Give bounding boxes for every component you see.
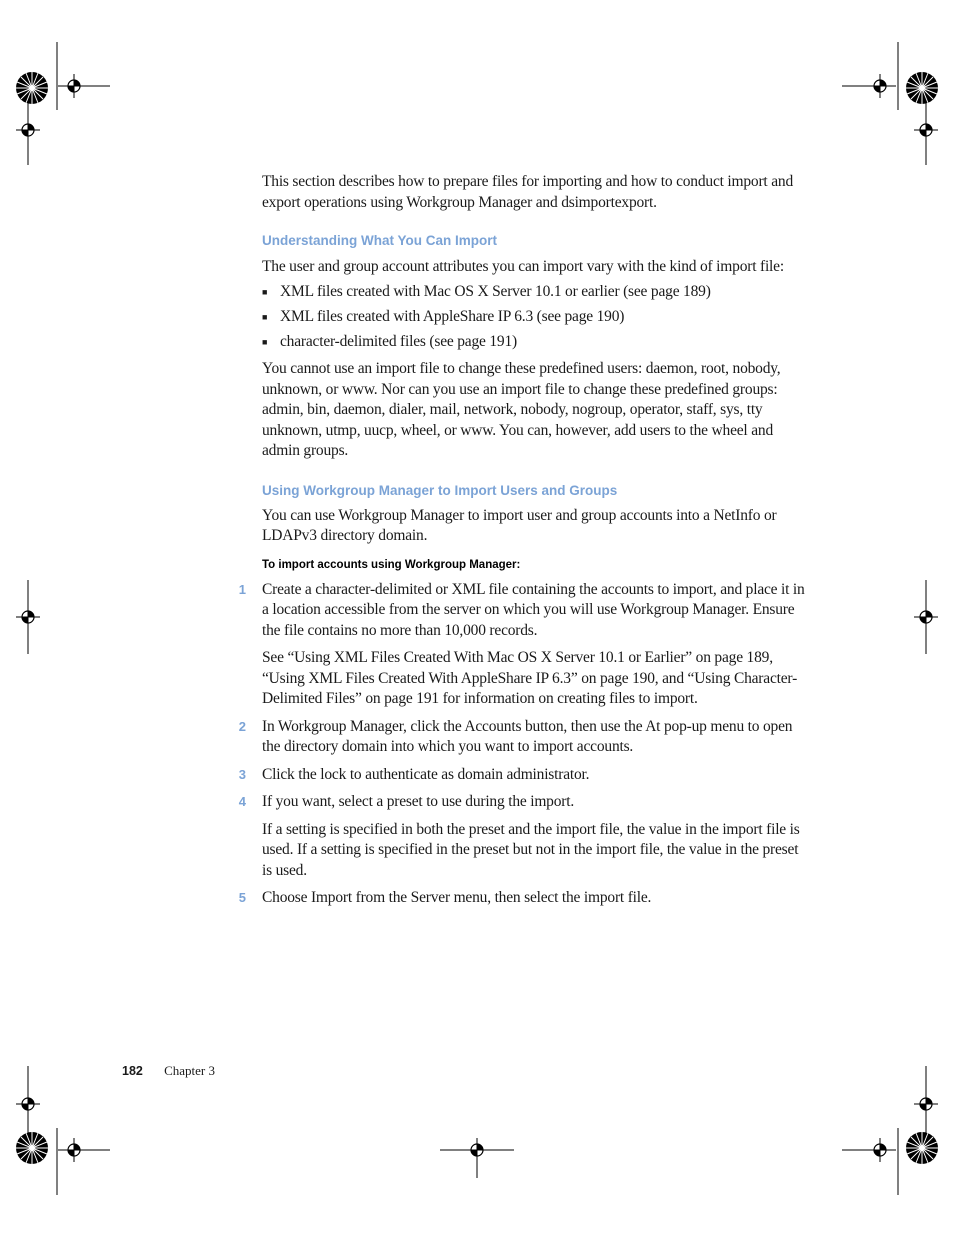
section-heading-workgroup-manager: Using Workgroup Manager to Import Users and Groups [262,482,618,498]
procedure-title: To import accounts using Workgroup Manager: [262,558,521,571]
section1-lead: The user and group account attributes you can import vary with the kind of import file: [262,258,784,275]
predefined-users-note: You cannot use an import file to change these predefined users: daemon, root, nobody, unknown, or www. Nor can you use an import file to change these predefined groups: admin, bin, daemon, dialer, mail, network, nobody, nogroup, operator, staff, sys, tty unknown, utmp, uucp, wheel, or www. You can, however, add users to the wheel and admin groups. [262,360,781,459]
bullet-icon: ■ [262,286,268,297]
step-number: 1 [238,581,246,597]
step-number: 5 [238,890,246,905]
step-item: 2 In Workgroup Manager, click the Accounts button, then use the At pop-up menu to open the directory domain into which you want to import accounts. [262,717,807,758]
star-target-icon [906,1132,938,1164]
step-note: If a setting is specified in both the preset and the import file, the value in the import file is used. If a setting is specified in the preset but not in the import file, the value in the preset is used. [262,820,800,879]
star-target-icon [16,1132,48,1164]
list-item: ■ character-delimited files (see page 191) [262,332,807,353]
list-item: ■ XML files created with AppleShare IP 6.3 (see page 190) [262,307,807,328]
page-number: 182 [122,1064,143,1078]
bullet-icon: ■ [262,311,268,322]
intro-paragraph: This section describes how to prepare files for importing and how to conduct import and export operations using Workgroup Manager and dsimportexport. [262,173,793,211]
step-number: 4 [238,794,246,809]
chapter-label: Chapter 3 [164,1063,216,1078]
page-content [238,172,807,909]
step-item: 3 Click the lock to authenticate as domain administrator. [262,765,807,786]
section-heading-import: Understanding What You Can Import [262,233,497,248]
step-item: 5 Choose Import from the Server menu, then select the import file. [262,888,807,909]
page-footer [122,1063,215,1079]
step-number: 3 [238,766,246,782]
step-item: 1 Create a character-delimited or XML file containing the accounts to import, and place it in a location accessible from the server on which you will use Workgroup Manager. Ensure the file contains no more than 10,000 records. See “Using XML Files Created With Mac OS X Server 10.1 or Earlier” on page 189, “Using XML Files Created With AppleShare IP 6.3” on page 190, and “Using Character-Delimited Files” on page 191 for information on creating files to import. [262,580,807,710]
step-number: 2 [238,718,246,734]
star-target-icon [906,72,938,104]
step-note: See “Using XML Files Created With Mac OS X Server 10.1 or Earlier” on page 189, “Using XML Files Created With AppleShare IP 6.3” on page 190, and “Using Character-Delimited Files” on page 191 for information on creating files to import. [262,649,798,707]
section2-lead: You can use Workgroup Manager to import user and group accounts into a NetInfo or LDAPv3 directory domain. [262,506,777,544]
bullet-icon: ■ [262,336,268,347]
step-item: 4 If you want, select a preset to use during the import. If a setting is specified in both the preset and the import file, the value in the import file is used. If a setting is specified in the preset but not in the import file, the value in the preset is used. [262,792,807,881]
list-item: ■ XML files created with Mac OS X Server 10.1 or earlier (see page 189) [262,282,807,303]
star-target-icon [16,72,48,104]
